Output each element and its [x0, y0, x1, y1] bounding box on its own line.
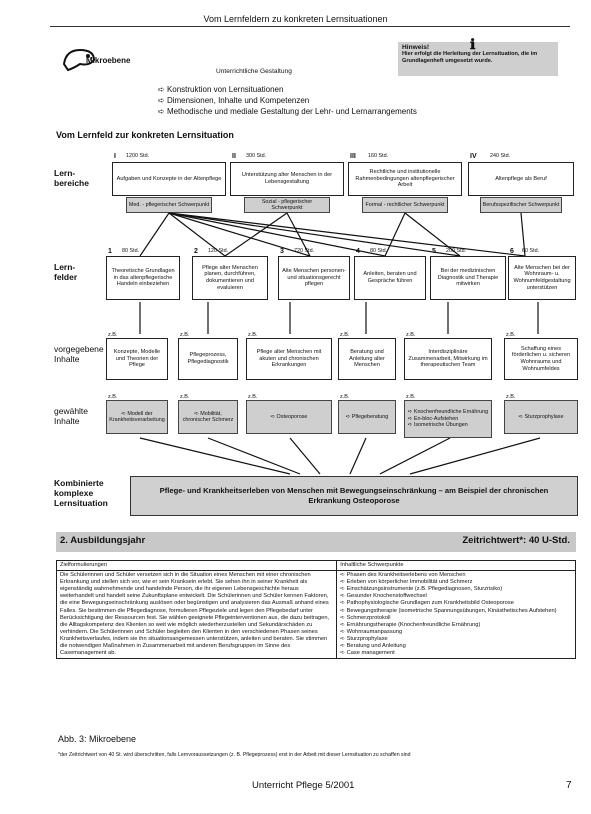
- label-lernbereiche: Lern- bereiche: [54, 168, 89, 188]
- col-schwerpunkte: Inhaltliche Schwerpunkte: [337, 561, 576, 571]
- label-kombiniert: Kombinierte komplexe Lernsituation: [54, 478, 108, 508]
- section-title: Vom Lernfeld zur konkreten Lernsituation: [56, 130, 234, 140]
- figure-caption: Abb. 3: Mikroebene: [58, 734, 137, 744]
- arrow-icon: ➪: [340, 579, 347, 586]
- ziel-table: [56, 560, 576, 659]
- vorgegeben-box: Konzepte, Modelle und Theorien der Pflege: [106, 338, 168, 380]
- arrow-icon: ➪: [340, 621, 347, 628]
- footnote: *der Zeitrichtwert von 40 St. wird überschritten, falls Lernvoraussetzungen (z. B. Pflegeprozess) erst in der Arbeit mit dieser Lernsituation zu schaffen sind: [58, 752, 411, 758]
- list-item: ➪ Wohnraumanpassung: [340, 628, 403, 635]
- hinweis-text: Hier erfolgt die Herleitung der Lernsituation, die im Grundlagenheft umgesetzt wurde.: [402, 51, 538, 64]
- gewaehlt-box: ➪ Osteoporose: [246, 400, 332, 434]
- lernfeld-box: Alte Menschen bei der Wohnraum- u. Wohnumfeldgestaltung unterstützen: [508, 256, 576, 300]
- vorgegeben-box: Interdisziplinäre Zusammenarbeit, Mitwirkung im therapeutischen Team: [404, 338, 492, 380]
- lernsituation-box: Pflege- und Krankheitserleben von Menschen mit Bewegungseinschränkung – am Beispiel der chronischen Erkrankung Osteoporose: [130, 476, 578, 516]
- arrow-icon: ➪: [340, 650, 347, 657]
- col-zielformulierungen: Zielformulierungen: [57, 561, 337, 571]
- schwerpunkt-box: Med. - pflegerischer Schwerpunkt: [126, 197, 212, 213]
- list-item: ➪ Bewegungstherapie (isometrische Spannungsübungen, Kinästhetisches Aufstehen): [340, 607, 557, 614]
- lernfeld-box: Anleiten, beraten und Gespräche führen: [354, 256, 426, 300]
- arrow-icon: ➪: [340, 600, 347, 607]
- zeitrichtwert-label: Zeitrichtwert*: 40 U-Std.: [462, 535, 570, 546]
- list-item: ➪ Beratung und Anleitung: [340, 643, 406, 650]
- arrow-icon: ➪: [340, 628, 347, 635]
- list-item: ➪ Sturzprophylaxe: [340, 635, 388, 642]
- schwerpunkt-box: Formal - rechtlicher Schwerpunkt: [362, 197, 448, 213]
- lernfeld-box: Alte Menschen personen- und situationsgerecht pflegen: [278, 256, 350, 300]
- list-item: ➪ Case management: [340, 650, 395, 657]
- list-item: ➪ Phasen des Krankheitserlebens von Menschen: [340, 572, 466, 579]
- list-item: ➪ Erleben von körperlicher Immobilität und Schmerz: [340, 579, 473, 586]
- vorgegeben-box: Pflegeprozess, Pflegediagnostik: [178, 338, 238, 380]
- arrow-icon: ➪: [340, 614, 347, 621]
- vorgegeben-box: Schaffung eines förderlichen u. sicheren Wohnraums und Wohnumfeldes: [504, 338, 578, 380]
- vorgegeben-box: Beratung und Anleitung alter Menschen: [338, 338, 396, 380]
- arrow-icon: ➪: [158, 85, 167, 94]
- label-vorgegebene: vorgegebene Inhalte: [54, 344, 104, 364]
- list-item: ➪ Gesunder Knochenstoffwechsel: [340, 593, 427, 600]
- lernfeld-box: Theoretische Grundlagen in das altenpflegerische Handeln einbeziehen: [106, 256, 180, 300]
- arrow-icon: ➪: [340, 643, 347, 650]
- bullet-item: ➪ Methodische und mediale Gestaltung der Lehr- und Lernarrangements: [158, 107, 417, 116]
- arrow-icon: ➪: [340, 607, 347, 614]
- list-item: ➪ Pathophysiologische Grundlagen zum Krankheitsbild Osteoporose: [340, 600, 514, 607]
- lernfeld-box: Pflege alter Menschen planen, durchführen, dokumentieren und evaluieren: [192, 256, 268, 300]
- arrow-icon: ➪: [340, 635, 347, 642]
- gewaehlt-box: ➪ Modell der Krankheitsverarbeitung: [106, 400, 168, 434]
- arrow-icon: ➪: [340, 593, 347, 600]
- unterricht-label: Unterrichtliche Gestaltung: [216, 68, 292, 75]
- gewaehlt-box: ➪ Mobilität, chronischer Schmerz: [178, 400, 238, 434]
- ausbildungsjahr-bar: [56, 532, 576, 552]
- lernbereich-box: Aufgaben und Konzepte in der Altenpflege: [112, 162, 226, 196]
- lernfeld-box: Bei der medizinischen Diagnostik und Therapie mitwirken: [430, 256, 506, 300]
- list-item: ➪ Einschätzungsinstrumente (z.B. Pflegediagnosen, Sturzrisiko): [340, 586, 503, 593]
- label-gewaehlte: gewählte Inhalte: [54, 406, 89, 426]
- vorgegeben-box: Pflege alter Menschen mit akuten und chronischen Erkrankungen: [246, 338, 332, 380]
- gewaehlt-box: ➪ Sturzprophylaxe: [504, 400, 578, 434]
- list-item: ➪ Ernährungstherapie (Knochenfreundliche Ernährung): [340, 621, 481, 628]
- lernbereich-box: Unterstützung alter Menschen in der Lebensgestaltung: [230, 162, 344, 196]
- gewaehlt-box: ➪ Knochenfreundliche Ernährung ➪ En-bloc-Aufstehen ➪ Isometrische Übungen: [404, 400, 492, 438]
- page-header: Vom Lernfeldern zu konkreten Lernsituationen: [203, 14, 388, 24]
- arrow-icon: ➪: [340, 586, 347, 593]
- gewaehlt-box: ➪ Pflegeberatung: [338, 400, 396, 434]
- mikroebene-label: Mikroebene: [86, 56, 131, 65]
- schwerpunkt-box: Sozial - pflegerischer Schwerpunkt: [244, 197, 330, 213]
- footer-text: Unterricht Pflege 5/2001: [252, 780, 355, 791]
- info-icon: ℹ: [470, 36, 476, 52]
- ausbildungsjahr-label: 2. Ausbildungsjahr: [60, 535, 146, 546]
- arrow-icon: ➪: [158, 96, 167, 105]
- schwerpunkt-list: [337, 571, 576, 659]
- arrow-icon: ➪: [340, 572, 347, 579]
- schwerpunkt-box: Berufsspezifischer Schwerpunkt: [480, 197, 562, 213]
- bullet-item: ➪ Dimensionen, Inhalte und Kompetenzen: [158, 96, 310, 105]
- bullet-item: ➪ Konstruktion von Lernsituationen: [158, 85, 284, 94]
- ziel-text: Die Schülerinnen und Schüler versetzen sich in die Situation eines Menschen mit einer chronischen Erkrankung und stellen sich vor, wie er sein Kranksein erlebt. Sie sehen ihn in seiner Krankheit als eigenständig wahrnehmende und handelnde Person, die ihr eigenen Lebensgeschichte heraus weiterhandelt und handelt seine Zukunftsplane entwickelt. Die Schülerinnen und Schüler kennen Faktoren, die eine Bewegungseinschränkung auslösen oder begünstigen und analysieren das Ausmaß anhand eines Falles. Sie bestimmen die Pflegediagnose, formulieren Pflegeziele und legen den Pflegebedarf unter Berücksichtigung der Ressourcen fest. Sie wählen geeignete Pflegeinterventionen aus, die dazu beitragen, die Alltagskompetenz des Klienten so weit wie möglich wiederherzustellen und Sekundärschäden zu verhindern. Die Schülerinnen und Schüler begleiten den Klienten in den verschiedenen Phasen seines Krankheitsverlaufes, indem sie ihn situationsangemessen unterstützen, anleiten und beraten. Sie stimmen die notwendigen Maßnahmen in Zusammenarbeit mit anderen Berufsgruppen im Sinne des Casemanagement ab.: [57, 571, 337, 659]
- list-item: ➪ Schmerzprotokoll: [340, 614, 391, 621]
- arrow-icon: ➪: [158, 107, 167, 116]
- page-number: 7: [566, 780, 572, 791]
- label-lernfelder: Lern- felder: [54, 262, 78, 282]
- hinweis-title: Hinweis!: [402, 44, 430, 51]
- lernbereich-box: Rechtliche und institutionelle Rahmenbedingungen altenpflegerischer Arbeit: [348, 162, 462, 196]
- lernbereich-box: Altenpflege als Beruf: [468, 162, 574, 196]
